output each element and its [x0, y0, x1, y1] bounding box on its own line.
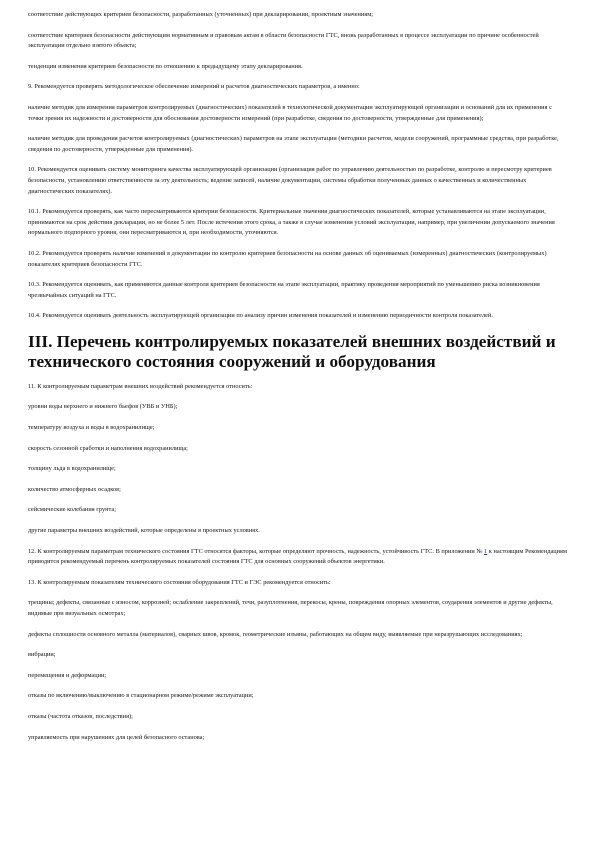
- paragraph: наличие методик для проведения расчетов контролируемых (диагностических) параметров на этапе эксплуатации (методики расчетов, модели сооружений, программные средства, при разработке, сведения по достоверности, утвержденные для применения).: [28, 135, 559, 153]
- list-item: управляемость при нарушениях для целей безопасного останова;: [28, 733, 205, 741]
- appendix-link[interactable]: 1: [484, 547, 488, 555]
- list-item: толщину льда в водохранилище;: [28, 465, 116, 473]
- paragraph: тенденции изменения критериев безопасности по отношению к предыдущему этапу декларирования.: [28, 62, 303, 70]
- paragraph-item-10-4: 10.4. Рекомендуется оценивать деятельность эксплуатирующей организации по анализу причин изменения показателей и изменению периодичности контроля показателей.: [28, 312, 493, 320]
- paragraph-item-10-1: 10.1. Рекомендуется проверять, как часто пересматриваются критерии безопасности. Критериальные значения диагностических показателей, которые устанавливаются на этапе эксплуатации, принимаются на срок действия декларации, но не более 5 лет. После истечения этого срока, а также в случае изменения условий эксплуатации, например, при увеличении допускаемого значения нормального подпорного уровня, они пересматриваются и, при необходимости, уточняются.: [28, 208, 555, 237]
- paragraph: соответствие критериев безопасности действующим нормативным и правовым актам в области безопасности ГТС, вновь разработанных в процессе эксплуатации по причине особенностей эксплуатации отдельно взятого объекта;: [28, 31, 539, 50]
- list-item: температуру воздуха и воды в водохранилище;: [28, 424, 155, 432]
- section-title: III. Перечень контролируемых показателей внешних воздействий и технического состояния сооружений и оборудования: [28, 331, 556, 371]
- paragraph-text: 12. К контролируемым параметрам технического состояния ГТС относятся факторы, которые определяют прочность, надежность, устойчивость ГТС. В приложении №: [28, 547, 484, 555]
- list-item: трещины; дефекты, связанные с износом, коррозией; ослабление закреплений, течи, разуплотнения, перекосы, крены, повреждения опорных элементов, соударения элементов и другие дефекты, видимые при визуальных осмотрах;: [28, 599, 553, 617]
- paragraph-item-10: 10. Рекомендуется оценивать систему мониторинга качества эксплуатирующей организации (организация работ по управлению деятельностью по разработке, контролю и пересмотру критериев безопасности, установлению ответственности за эту деятельность; ведение записей, наличие документации, системы обработки полученных данных о качественных и количественных диагностических показателях).: [28, 166, 552, 195]
- list-item: уровни воды верхнего и нижнего бьефов (УВБ и УНБ);: [28, 403, 178, 411]
- paragraph-item-13: 13. К контролируемым показателям технического состояния оборудования ГТС и ГЭС рекомендуется относить:: [28, 578, 331, 586]
- paragraph-text: к настоящим Рекомендациям приводится рекомендуемый перечень контролируемых показателей состояния ГТС для основных сооружений объектов энергетики.: [28, 547, 567, 566]
- paragraph-item-10-2: 10.2. Рекомендуется проверять наличие изменений в документации по контролю критериев безопасности на основе данных об оцениваемых (измеренных) диагностических (контролируемых) показателях критериев безопасности ГТС.: [28, 249, 547, 268]
- list-item: перемещения и деформации;: [28, 671, 107, 679]
- paragraph-item-12: [28, 547, 567, 568]
- list-item: вибрации;: [28, 651, 56, 659]
- list-item: дефекты сплошности основного металла (материалов), сварных швов, кромок, геометрические изъяны, работающих на общем виду, выявляемые при неразрушающих исследованиях;: [28, 630, 523, 638]
- paragraph: соответствие действующих критериев безопасности, разработанных (уточненных) при декларировании, проектным значениям;: [28, 11, 373, 18]
- paragraph-item-10-3: 10.3. Рекомендуется оценивать, как применяются данные контроля критериев безопасности на этапе эксплуатации, практику проведения мероприятий по уменьшению риска возникновения чрезвычайных ситуаций на ГТС.: [28, 281, 540, 299]
- list-item: другие параметры внешних воздействий, которые определены в проектных условиях.: [28, 527, 260, 535]
- paragraph: наличие методик для измерения параметров контролируемых (диагностических) показателей в технологической документации эксплуатирующей организации и оснований для их применения с точки зрения их надежности и достоверности для обоснования достоверности измерений (при разработке, сведения по достоверности, утвержденные для применения);: [28, 103, 552, 122]
- list-item: количество атмосферных осадков;: [28, 485, 121, 493]
- list-item: отказы по включению/выключению в стационарном режиме/режиме эксплуатации;: [28, 692, 254, 700]
- list-item: отказы (частота отказов, последствия);: [28, 712, 133, 720]
- list-item: скорость сезонной сработки и наполнения водохранилища;: [28, 444, 188, 452]
- paragraph-item-9: 9. Рекомендуется проверять методологическое обеспечение измерений и расчетов диагностических параметров, а именно:: [28, 83, 360, 91]
- list-item: сейсмические колебания грунта;: [28, 506, 116, 514]
- paragraph-item-11: 11. К контролируемым параметрам внешних воздействий рекомендуется относить:: [28, 382, 253, 390]
